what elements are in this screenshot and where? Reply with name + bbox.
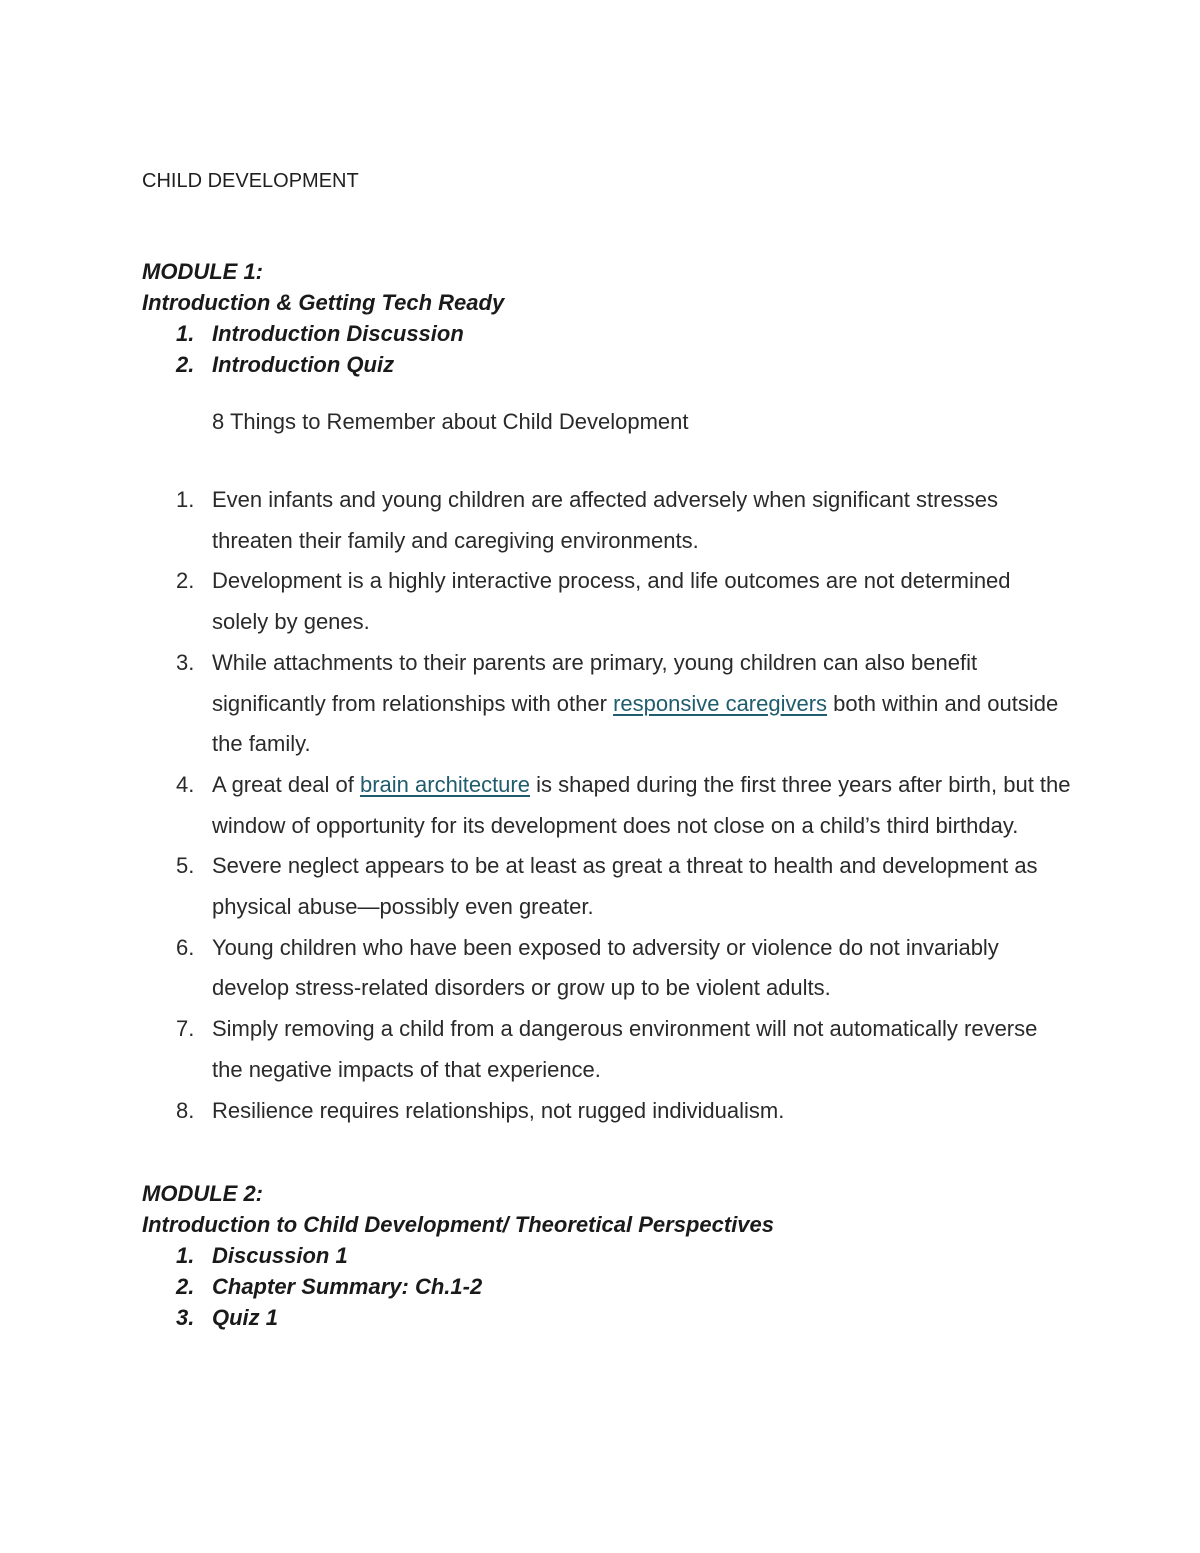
task-number: 3. <box>176 1305 195 1330</box>
item-text-before: While attachments to their parents are primary, young children can also benefit significantly from relationships with other <box>212 649 978 716</box>
task-label: Quiz 1 <box>212 1305 279 1330</box>
task-label: Introduction Quiz <box>212 352 395 377</box>
list-item <box>142 928 1072 1009</box>
item-number: 7. <box>176 1016 195 1042</box>
task-label: Chapter Summary: Ch.1-2 <box>212 1274 483 1299</box>
brain-architecture-link[interactable]: brain architecture <box>360 771 530 797</box>
item-text: Resilience requires relationships, not rugged individualism. <box>212 1097 785 1123</box>
list-item <box>142 765 1072 846</box>
list-item <box>142 1091 1072 1132</box>
item-number: 6. <box>176 934 195 960</box>
item-number: 4. <box>176 771 195 797</box>
task-number: 2. <box>176 352 195 377</box>
module-2-heading: MODULE 2: <box>142 1181 263 1206</box>
item-text-after: is shaped during the first three years after birth, but the window of opportunity for its development does not close on a child’s third birthday. <box>212 771 1071 838</box>
task-label: Introduction Discussion <box>212 321 464 346</box>
list-item <box>142 1009 1072 1090</box>
list-item <box>142 480 1072 561</box>
list-item <box>142 561 1072 642</box>
task-number: 2. <box>176 1274 195 1299</box>
item-number: 8. <box>176 1097 195 1123</box>
list-item <box>142 846 1072 927</box>
module-2-task <box>142 1271 1102 1302</box>
item-text: Simply removing a child from a dangerous environment will not automatically reverse the negative impacts of that experience. <box>212 1016 1038 1082</box>
module-1-task <box>142 349 1102 380</box>
item-number: 1. <box>176 487 195 512</box>
list-item <box>142 643 1072 765</box>
item-text: Severe neglect appears to be at least as great a threat to health and development as physical abuse—possibly even greater. <box>212 853 1038 920</box>
module-2-task <box>142 1302 1102 1333</box>
item-text-after: both within and outside the family. <box>212 690 1059 757</box>
document-title: CHILD DEVELOPMENT <box>142 170 359 192</box>
module-1-task <box>142 318 1102 349</box>
module-1-section <box>142 256 1102 380</box>
things-list <box>142 480 1072 1131</box>
item-text: Young children who have been exposed to adversity or violence do not invariably develop stress-related disorders or grow up to be violent adults. <box>212 934 999 1001</box>
module-2-task <box>142 1240 1102 1271</box>
item-number: 2. <box>176 568 195 594</box>
module-1-task-list <box>142 318 1102 380</box>
module-1-heading: MODULE 1: <box>142 259 263 284</box>
things-title: 8 Things to Remember about Child Development <box>212 409 689 434</box>
item-number: 5. <box>176 853 195 879</box>
item-text-before: A great deal of <box>212 771 360 797</box>
responsive-caregivers-link[interactable]: responsive caregivers <box>613 690 828 716</box>
task-number: 1. <box>176 321 195 346</box>
item-number: 3. <box>176 649 195 675</box>
module-2-task-list <box>142 1240 1102 1333</box>
item-text: Even infants and young children are affected adversely when significant stresses threaten their family and caregiving environments. <box>212 487 998 553</box>
module-1-subheading: Introduction & Getting Tech Ready <box>142 290 505 315</box>
module-2-subheading: Introduction to Child Development/ Theoretical Perspectives <box>142 1212 775 1237</box>
task-number: 1. <box>176 1243 195 1268</box>
item-text: Development is a highly interactive process, and life outcomes are not determined solely by genes. <box>212 568 1011 635</box>
task-label: Discussion 1 <box>212 1243 348 1268</box>
module-2-section <box>142 1178 1102 1333</box>
